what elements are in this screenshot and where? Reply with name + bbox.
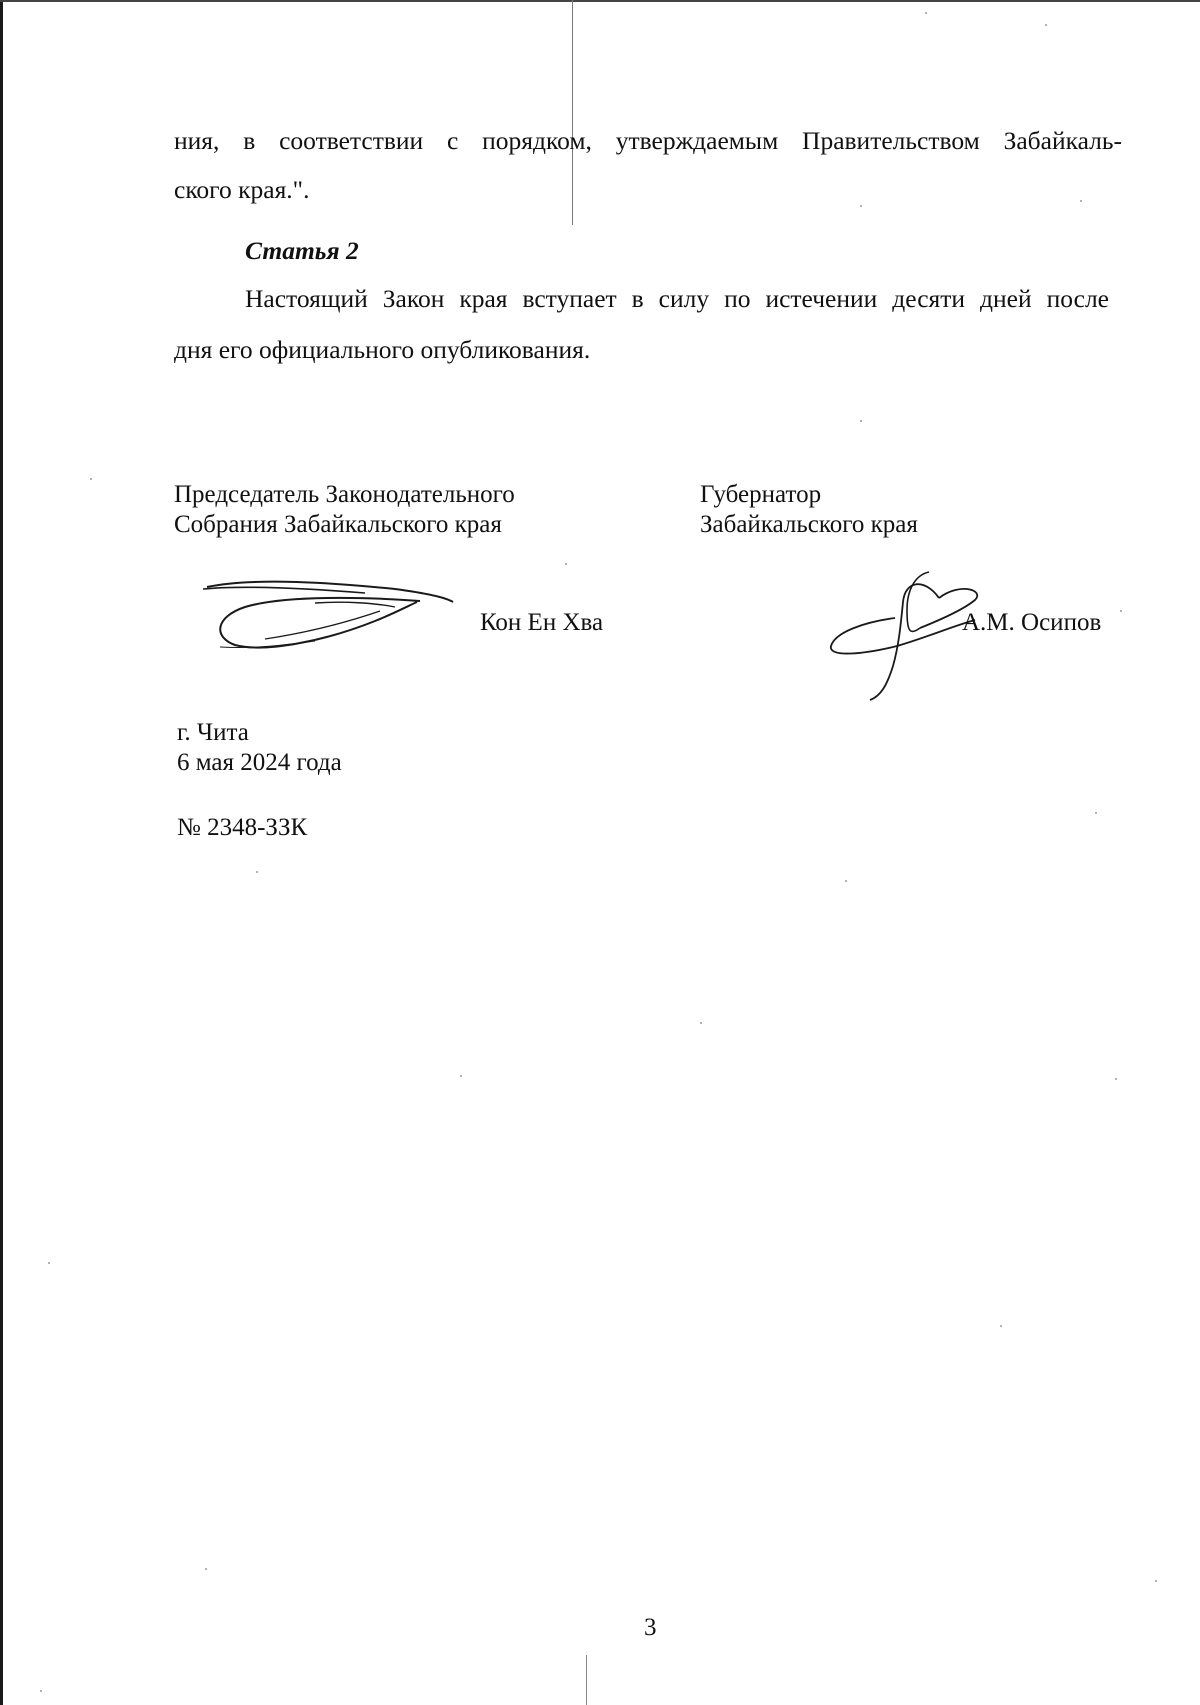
article-text-line-2: дня его официального опубликования. <box>174 335 591 364</box>
chairman-name: Кон Ен Хва <box>480 609 604 636</box>
scan-speck <box>1045 24 1047 26</box>
scan-speck <box>925 12 927 14</box>
scan-speck <box>1095 812 1097 814</box>
scan-speck <box>205 1568 207 1570</box>
scan-top-edge <box>0 0 1200 2</box>
scan-speck <box>1120 610 1122 612</box>
scan-speck <box>845 880 847 882</box>
fold-line <box>572 0 573 225</box>
paragraph-end-line-1: ния, в соответствии с порядком, утверждаемым Правительством Забайкаль- <box>174 126 1122 155</box>
law-number: № 2348-ЗЗК <box>177 814 308 841</box>
scan-speck <box>860 205 862 207</box>
page-number: 3 <box>644 1614 657 1641</box>
scan-speck <box>1155 1580 1157 1582</box>
scan-speck <box>860 420 862 422</box>
scan-speck <box>1080 200 1082 202</box>
scan-speck <box>460 1075 462 1077</box>
governor-title-line-1: Губернатор <box>700 481 822 508</box>
chairman-title <box>174 480 515 540</box>
governor-signature <box>825 570 990 705</box>
governor-title-line-2: Забайкальского края <box>700 511 918 538</box>
place-and-date <box>177 718 342 778</box>
paragraph-end-line-2: ского края.". <box>174 175 310 204</box>
chairman-title-line-1: Председатель Законодательного <box>174 481 515 508</box>
scan-speck <box>700 1022 702 1024</box>
governor-name: А.М. Осипов <box>962 609 1102 636</box>
article-heading: Статья 2 <box>245 236 359 265</box>
scan-speck <box>1115 1078 1117 1080</box>
scan-left-edge <box>0 0 3 1705</box>
chairman-signature <box>195 575 465 655</box>
chairman-title-line-2: Собрания Забайкальского края <box>174 511 502 538</box>
scan-speck <box>90 478 92 480</box>
article-text-line-1: Настоящий Закон края вступает в силу по истечении десяти дней после <box>245 284 1109 313</box>
governor-title <box>700 480 918 540</box>
scan-speck <box>40 1690 42 1692</box>
scan-speck <box>48 1262 50 1264</box>
scan-speck <box>256 871 258 873</box>
date: 6 мая 2024 года <box>177 749 342 776</box>
scan-speck <box>565 563 567 565</box>
place: г. Чита <box>177 719 249 746</box>
fold-line-bottom <box>586 1655 587 1705</box>
scan-speck <box>1000 1325 1002 1327</box>
